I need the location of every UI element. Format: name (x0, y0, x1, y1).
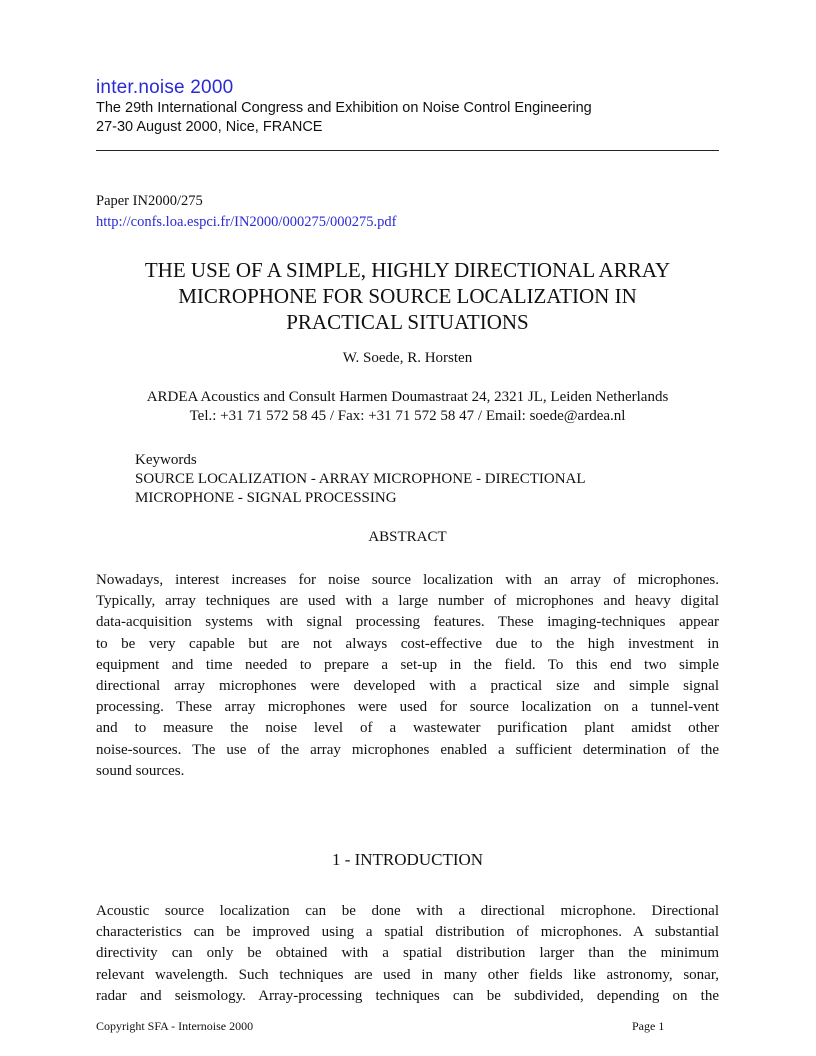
authors: W. Soede, R. Horsten (342, 350, 473, 366)
conference-subtitle: The 29th International Congress and Exhibition on Noise Control Engineering (96, 100, 592, 116)
abstract-line: noise-sources. The use of the array microphones enabled a sufficient determination of the (96, 741, 719, 758)
introduction-line: characteristics can be improved using a spatial distribution of microphones. A substantial (96, 924, 719, 941)
footer-copyright: Copyright SFA - Internoise 2000 (96, 1019, 254, 1033)
abstract-line: Typically, array techniques are used with a large number of microphones and heavy digital (96, 593, 719, 610)
abstract-line: to be very capable but are not always cost-effective due to the high investment in (96, 635, 719, 652)
abstract-line: equipment and time needed to prepare a set-up in the field. To this end two simple (96, 656, 719, 673)
title-line: THE USE OF A SIMPLE, HIGHLY DIRECTIONAL ARRAY (144, 258, 671, 282)
abstract-line: sound sources. (96, 762, 185, 779)
abstract-line: Nowadays, interest increases for noise source localization with an array of microphones. (96, 572, 719, 588)
introduction-line: directivity can only be obtained with a spatial distribution larger than the minimum (96, 945, 719, 962)
introduction-line: Acoustic source localization can be done with a directional microphone. Directional (96, 903, 719, 919)
paper-id: Paper IN2000/275 (96, 193, 203, 209)
abstract-body (96, 570, 719, 782)
abstract-line: data-acquisition systems with signal processing features. These imaging-techniques appear (96, 614, 719, 631)
conference-name: inter.noise 2000 (96, 77, 234, 98)
affiliation-contact: Tel.: +31 71 572 58 45 / Fax: +31 71 572 58 47 / Email: soede@ardea.nl (189, 408, 626, 424)
introduction-line: radar and seismology. Array-processing techniques can be subdivided, depending on the (96, 987, 719, 1004)
footer-page-number: Page 1 (632, 1019, 665, 1033)
abstract-heading: ABSTRACT (368, 529, 447, 545)
keywords-label: Keywords (135, 452, 197, 468)
title-line: MICROPHONE FOR SOURCE LOCALIZATION IN (178, 284, 637, 308)
keywords-line: SOURCE LOCALIZATION - ARRAY MICROPHONE - DIRECTIONAL (135, 471, 586, 487)
affiliation-address: ARDEA Acoustics and Consult Harmen Doumastraat 24, 2321 JL, Leiden Netherlands (146, 389, 669, 405)
keywords-line: MICROPHONE - SIGNAL PROCESSING (135, 490, 397, 506)
introduction-line: relevant wavelength. Such techniques are used in many other fields like astronomy, sonar, (96, 966, 719, 983)
introduction-body (96, 901, 719, 1007)
abstract-line: processing. These array microphones were used for source localization on a tunnel-vent (96, 699, 719, 716)
conference-date-location: 27-30 August 2000, Nice, FRANCE (96, 119, 323, 135)
title-line: PRACTICAL SITUATIONS (286, 310, 529, 334)
paper-title (96, 257, 719, 335)
paper-url-link[interactable]: http://confs.loa.espci.fr/IN2000/000275/000275.pdf (96, 214, 397, 230)
abstract-line: and to measure the noise level of a wastewater purification plant amidst other (96, 720, 719, 737)
header-divider (96, 150, 719, 151)
abstract-line: directional array microphones were developed with a practical size and simple signal (96, 677, 719, 694)
introduction-heading: 1 - INTRODUCTION (331, 850, 484, 869)
